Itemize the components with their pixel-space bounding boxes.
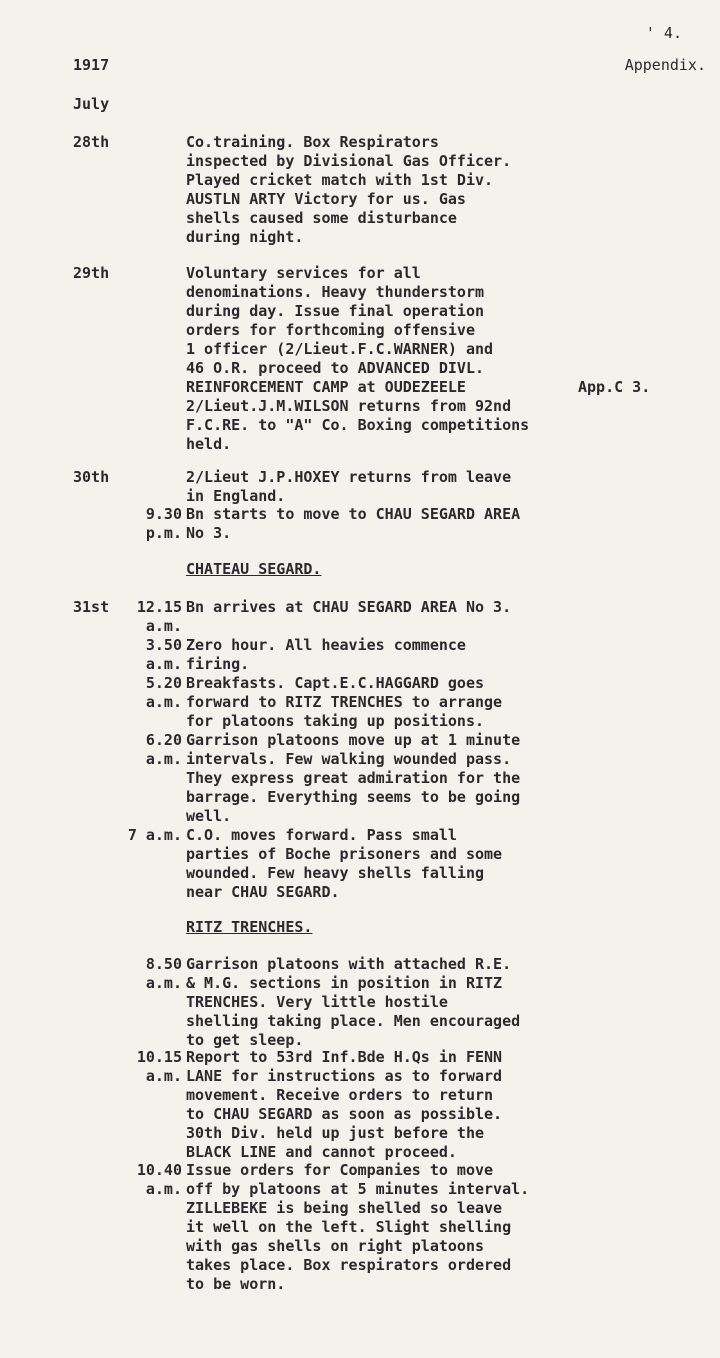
entry-text: 2/Lieut J.P.HOXEY returns from leave in England. [186, 468, 512, 505]
entry-date: 29th [73, 264, 110, 282]
month: July [73, 95, 110, 113]
entry-time: 6.20 a.m. [145, 731, 182, 768]
entry-text: Voluntary services for all denominations. Heavy thunderstorm during day. Issue final operation orders for forthcoming offensive 1 officer (2/Lieut.F.C.WARNER) and 46 O.R. proceed to ADVANCED DIVL. REINFORCEMENT CAMP at OUDEZEELE 2/Lieut.J.M.WILSON returns from 92nd F.C.RE. to "A" Co. Boxing competitions held. [186, 264, 530, 453]
entry-date: 30th [73, 468, 110, 486]
entry-time: 12.15 a.m. [136, 598, 182, 635]
section-heading-chateau-segard: CHATEAU SEGARD. [186, 560, 322, 578]
entry-text: Zero hour. All heavies commence firing. [186, 636, 466, 673]
appendix-reference: App.C 3. [578, 378, 651, 396]
entry-time: 9.30 p.m. [145, 505, 182, 542]
entry-text: Garrison platoons with attached R.E. & M.G. sections in position in RITZ TRENCHES. Very little hostile shelling taking place. Men encouraged to get sleep. [186, 955, 521, 1049]
section-heading-ritz-trenches: RITZ TRENCHES. [186, 918, 313, 936]
entry-text: Issue orders for Companies to move off by platoons at 5 minutes interval. ZILLEBEKE is being shelled so leave it well on the left. Slight shelling with gas shells on right platoons takes place. Box respirators ordered to be worn. [186, 1161, 530, 1293]
entry-text: C.O. moves forward. Pass small parties of Boche prisoners and some wounded. Few heavy shells falling near CHAU SEGARD. [186, 826, 503, 901]
entry-text: Garrison platoons move up at 1 minute intervals. Few walking wounded pass. They express great admiration for the barrage. Everything seems to be going well. [186, 731, 521, 825]
entry-date: 28th [73, 133, 110, 151]
entry-text: Bn starts to move to CHAU SEGARD AREA No 3. [186, 505, 521, 542]
entry-time: 10.15 a.m. [136, 1048, 182, 1085]
appendix-label: Appendix. [624, 56, 706, 74]
entry-text: Co.training. Box Respirators inspected by Divisional Gas Officer. Played cricket match with 1st Div. AUSTLN ARTY Victory for us. Gas shells caused some disturbance during night. [186, 133, 512, 246]
entry-time: 10.40 a.m. [136, 1161, 182, 1198]
entry-time: 7 a.m. [127, 826, 182, 844]
entry-date: 31st [73, 598, 110, 616]
entry-time: 3.50 a.m. [145, 636, 182, 673]
year: 1917 [73, 56, 110, 74]
entry-time: 8.50 a.m. [145, 955, 182, 992]
entry-text: Bn arrives at CHAU SEGARD AREA No 3. [186, 598, 512, 616]
page-number: ' 4. [645, 24, 682, 42]
entry-text: Report to 53rd Inf.Bde H.Qs in FENN LANE for instructions as to forward movement. Receive orders to return to CHAU SEGARD as soon as possible. 30th Div. held up just before the BLACK LINE and cannot proceed. [186, 1048, 503, 1161]
entry-time: 5.20 a.m. [145, 674, 182, 711]
entry-text: Breakfasts. Capt.E.C.HAGGARD goes forward to RITZ TRENCHES to arrange for platoons taking up positions. [186, 674, 503, 730]
